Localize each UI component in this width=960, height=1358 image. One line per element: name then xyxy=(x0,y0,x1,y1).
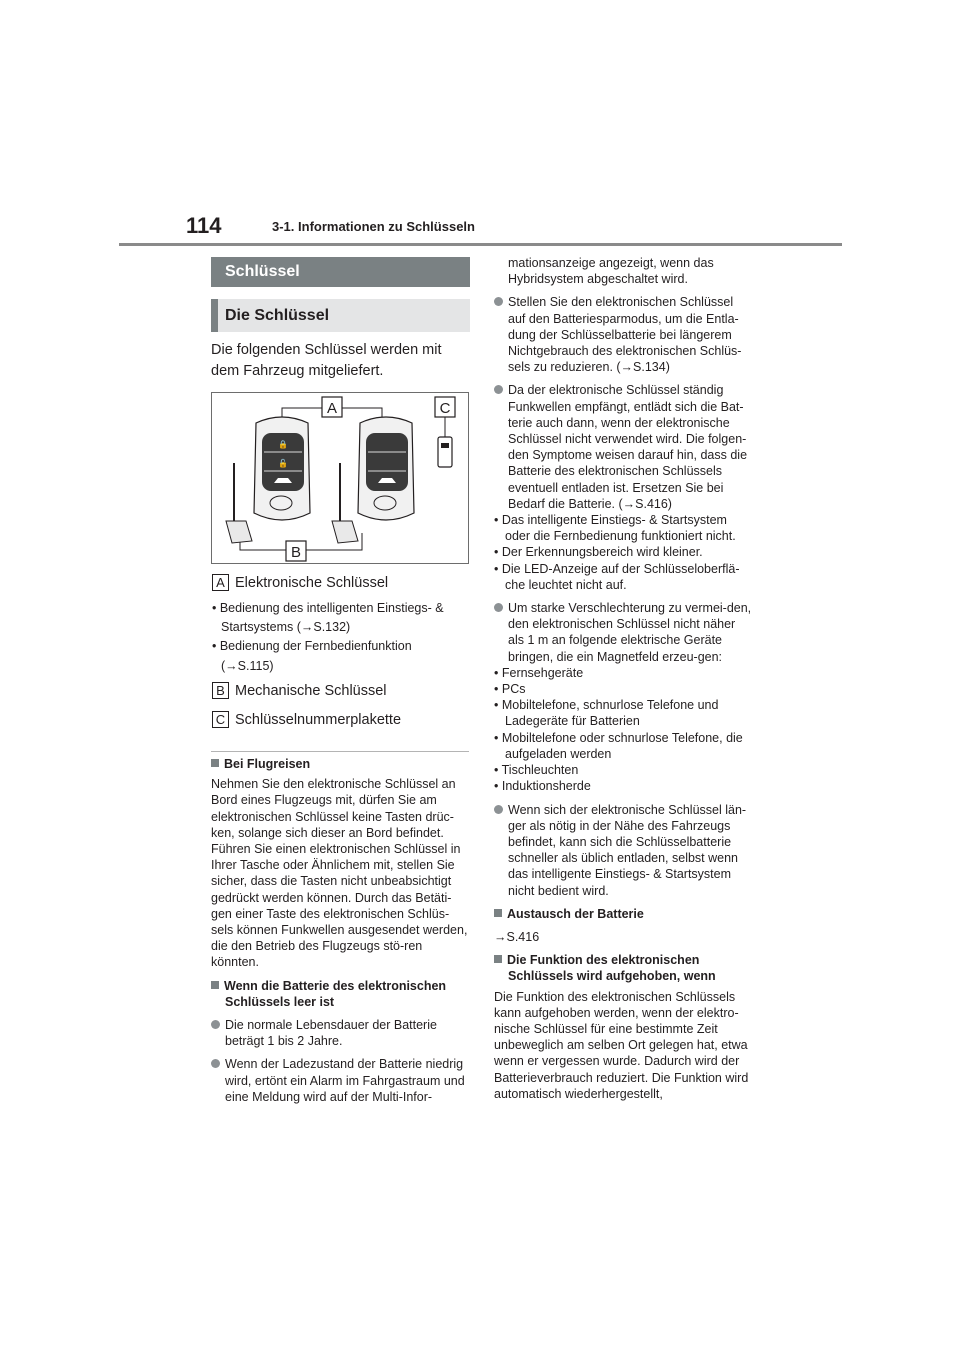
battery-low-text: Wenn der Ladezustand der Batterie niedrig wird, ertönt ein Alarm im Fahrgastraum und eine Meldung wird auf der Multi-Infor- xyxy=(225,1057,465,1104)
flight-heading xyxy=(211,756,469,772)
section-separator xyxy=(211,751,469,752)
round-bullet-icon xyxy=(494,385,503,394)
replace-title: Austausch der Batterie xyxy=(507,906,644,921)
device-text: Mobiltelefone, schnurlose Telefone und Ladegeräte für Batterien xyxy=(501,698,719,729)
callout-c-label: C xyxy=(439,400,451,417)
device-item: • Mobiltelefone, schnurlose Telefone und Ladegeräte für Batterien xyxy=(494,698,719,729)
battery-empty-heading xyxy=(211,978,469,1010)
left-notes xyxy=(211,756,469,1105)
item-a-bullet2-line1: • Bedienung der Fernbedienfunktion xyxy=(212,639,412,653)
square-bullet-icon xyxy=(494,909,502,917)
item-a-label: Elektronische Schlüssel xyxy=(235,574,389,591)
keys-drawing xyxy=(212,393,468,563)
square-bullet-icon xyxy=(494,955,502,963)
flight-text: Nehmen Sie den elektronische Schlüssel an Bord eines Flugzeugs mit, dürfen Sie am elektronischen Schlüssel keine Tasten drüc-ken, solange sich dieser an Bord befindet. Führen Sie einen elektronischen Schlüssel in Ihrer Tasche oder Ähnlichem mit, stellen Sie sicher, dass die Tasten nicht unbeabsichtigt gedrückt werden können. Durch das Betäti-gen einer Taste des elektronischen Schlüs-sels können Funkwellen ausgesendet werden, die den Betrieb des Flugzeugs stö-ren könnten. xyxy=(211,777,468,970)
key-illustration xyxy=(211,392,469,564)
function-title: Die Funktion des elektronischen Schlüssels wird aufgehoben, wenn xyxy=(507,953,716,984)
round-bullet-icon xyxy=(494,297,503,306)
device-item: • PCs xyxy=(494,682,526,697)
device-text: Tischleuchten xyxy=(501,763,579,778)
header-rule xyxy=(119,243,842,246)
symptom-text: Das intelligente Einstiegs- & Startsystem oder die Fernbedienung funktioniert nicht. xyxy=(501,513,736,544)
mechanical-key-right xyxy=(332,463,358,543)
letter-box-c: C xyxy=(212,711,229,728)
function-text: Die Funktion des elektronischen Schlüssels kann aufgehoben werden, wenn der elektro-nische Schlüssel für eine bestimmte Zeit unbeweglich am selben Ort gelegen hat, etwa wenn er vergessen wurde. Dadurch wird der Batterieverbrauch reduziert. Die Funktion wird automatisch wiederhergestellt, xyxy=(494,989,749,1101)
battery-empty-title: Wenn die Batterie des elektronischen Schlüssels leer ist xyxy=(224,978,447,1009)
intro-text: Die folgenden Schlüssel werden mit dem Fahrzeug mitgeliefert. xyxy=(211,342,442,379)
letter-box-a: A xyxy=(212,574,229,591)
svg-text:🔓: 🔓 xyxy=(278,459,288,468)
item-c xyxy=(212,711,401,728)
near-vehicle-text: Wenn sich der elektronische Schlüssel län-ger als nötig in der Nähe des Fahrzeugs befindet, kann sich die Schlüsselbatterie schneller als üblich entladen, selbst wenn das intelligente Einstiegs- & Startsystem nicht bedient wird. xyxy=(508,802,747,898)
symptom-text: Der Erkennungsbereich wird kleiner. xyxy=(501,545,703,560)
device-text: Mobiltelefone oder schnurlose Telefone, die aufgeladen werden xyxy=(501,730,743,761)
svg-text:🔒: 🔒 xyxy=(278,440,288,449)
flight-title: Bei Flugreisen xyxy=(224,757,311,771)
device-item: • Induktionsherde xyxy=(494,779,591,794)
callout-b-label: B xyxy=(290,544,302,561)
deterioration-item xyxy=(494,600,752,665)
function-heading xyxy=(494,952,752,984)
saving-mode-text: Stellen Sie den elektronischen Schlüssel auf den Batteriesparmodus, um die Entla-dung der Schlüsselbatterie bei längerem Nichtgebrauch des elektronischen Schlüs-sels zu reduzieren. (→S.134) xyxy=(508,295,742,375)
subsection-header: Die Schlüssel xyxy=(211,299,470,332)
item-c-label: Schlüsselnummerplakette xyxy=(235,711,402,728)
battery-life-text: Die normale Lebensdauer der Batterie beträgt 1 bis 2 Jahre. xyxy=(225,1018,437,1049)
near-vehicle-item xyxy=(494,802,752,899)
continued-text: mationsanzeige angezeigt, wenn das Hybridsystem abgeschaltet wird. xyxy=(508,256,714,287)
device-item: • Tischleuchten xyxy=(494,763,579,778)
device-text: Fernsehgeräte xyxy=(501,665,584,680)
page-number: 114 xyxy=(186,213,222,238)
square-bullet-icon xyxy=(211,981,219,989)
symptom-item: • Die LED-Anzeige auf der Schlüsseloberflä-che leuchtet nicht auf. xyxy=(494,561,740,592)
item-b-label: Mechanische Schlüssel xyxy=(235,682,387,699)
callout-a-label: A xyxy=(326,400,338,417)
device-item: • Mobiltelefone oder schnurlose Telefone, die aufgeladen werden xyxy=(494,730,743,761)
replace-ref: →S.416 xyxy=(494,929,540,944)
battery-low-item xyxy=(211,1056,469,1105)
device-item: • Fernsehgeräte xyxy=(494,665,584,680)
deterioration-text: Um starke Verschlechterung zu vermei-den, den elektronischen Schlüssel nicht näher als 1 m an folgende elektrische Geräte bringen, die ein Magnetfeld erzeu-gen: xyxy=(508,601,752,664)
item-a-bullet2-line2: (→S.115) xyxy=(221,659,274,673)
round-bullet-icon xyxy=(494,603,503,612)
electronic-key-left xyxy=(254,417,310,520)
battery-life-item xyxy=(211,1017,469,1049)
item-a-bullet1-line2: Startsystems (→S.132) xyxy=(221,620,351,634)
symptom-item: • Der Erkennungsbereich wird kleiner. xyxy=(494,545,703,560)
square-bullet-icon xyxy=(211,759,219,767)
item-a xyxy=(212,574,388,591)
round-bullet-icon xyxy=(211,1020,220,1029)
letter-box-b: B xyxy=(212,682,229,699)
symptom-text: Die LED-Anzeige auf der Schlüsseloberflä-che leuchtet nicht auf. xyxy=(501,561,740,592)
electronic-key-right xyxy=(358,417,414,520)
item-b xyxy=(212,682,387,699)
device-text: PCs xyxy=(501,682,526,697)
radio-waves-item xyxy=(494,382,752,512)
right-notes xyxy=(494,255,752,1102)
device-text: Induktionsherde xyxy=(501,779,591,794)
replace-heading xyxy=(494,906,752,922)
item-a-bullet1-line1: • Bedienung des intelligenten Einstiegs- & xyxy=(212,601,444,615)
round-bullet-icon xyxy=(211,1059,220,1068)
section-header: Schlüssel xyxy=(211,257,470,287)
chapter-title: 3-1. Informationen zu Schlüsseln xyxy=(272,219,475,234)
radio-waves-text: Da der elektronische Schlüssel ständig Funkwellen empfängt, entlädt sich die Bat-terie auch dann, wenn der elektronische Schlüssel nicht verwendet wird. Die folgen-den Symptome weisen darauf hin, dass die Batterie des elektronischen Schlüssels eventuell entladen ist. Ersetzen Sie bei Bedarf die Batterie. (→S.416) xyxy=(508,383,748,511)
symptom-item: • Das intelligente Einstiegs- & Startsystem oder die Fernbedienung funktioniert nicht. xyxy=(494,513,736,544)
round-bullet-icon xyxy=(494,805,503,814)
mechanical-key-left xyxy=(226,463,252,543)
saving-mode-item xyxy=(494,294,752,375)
key-number-plate xyxy=(438,437,452,467)
